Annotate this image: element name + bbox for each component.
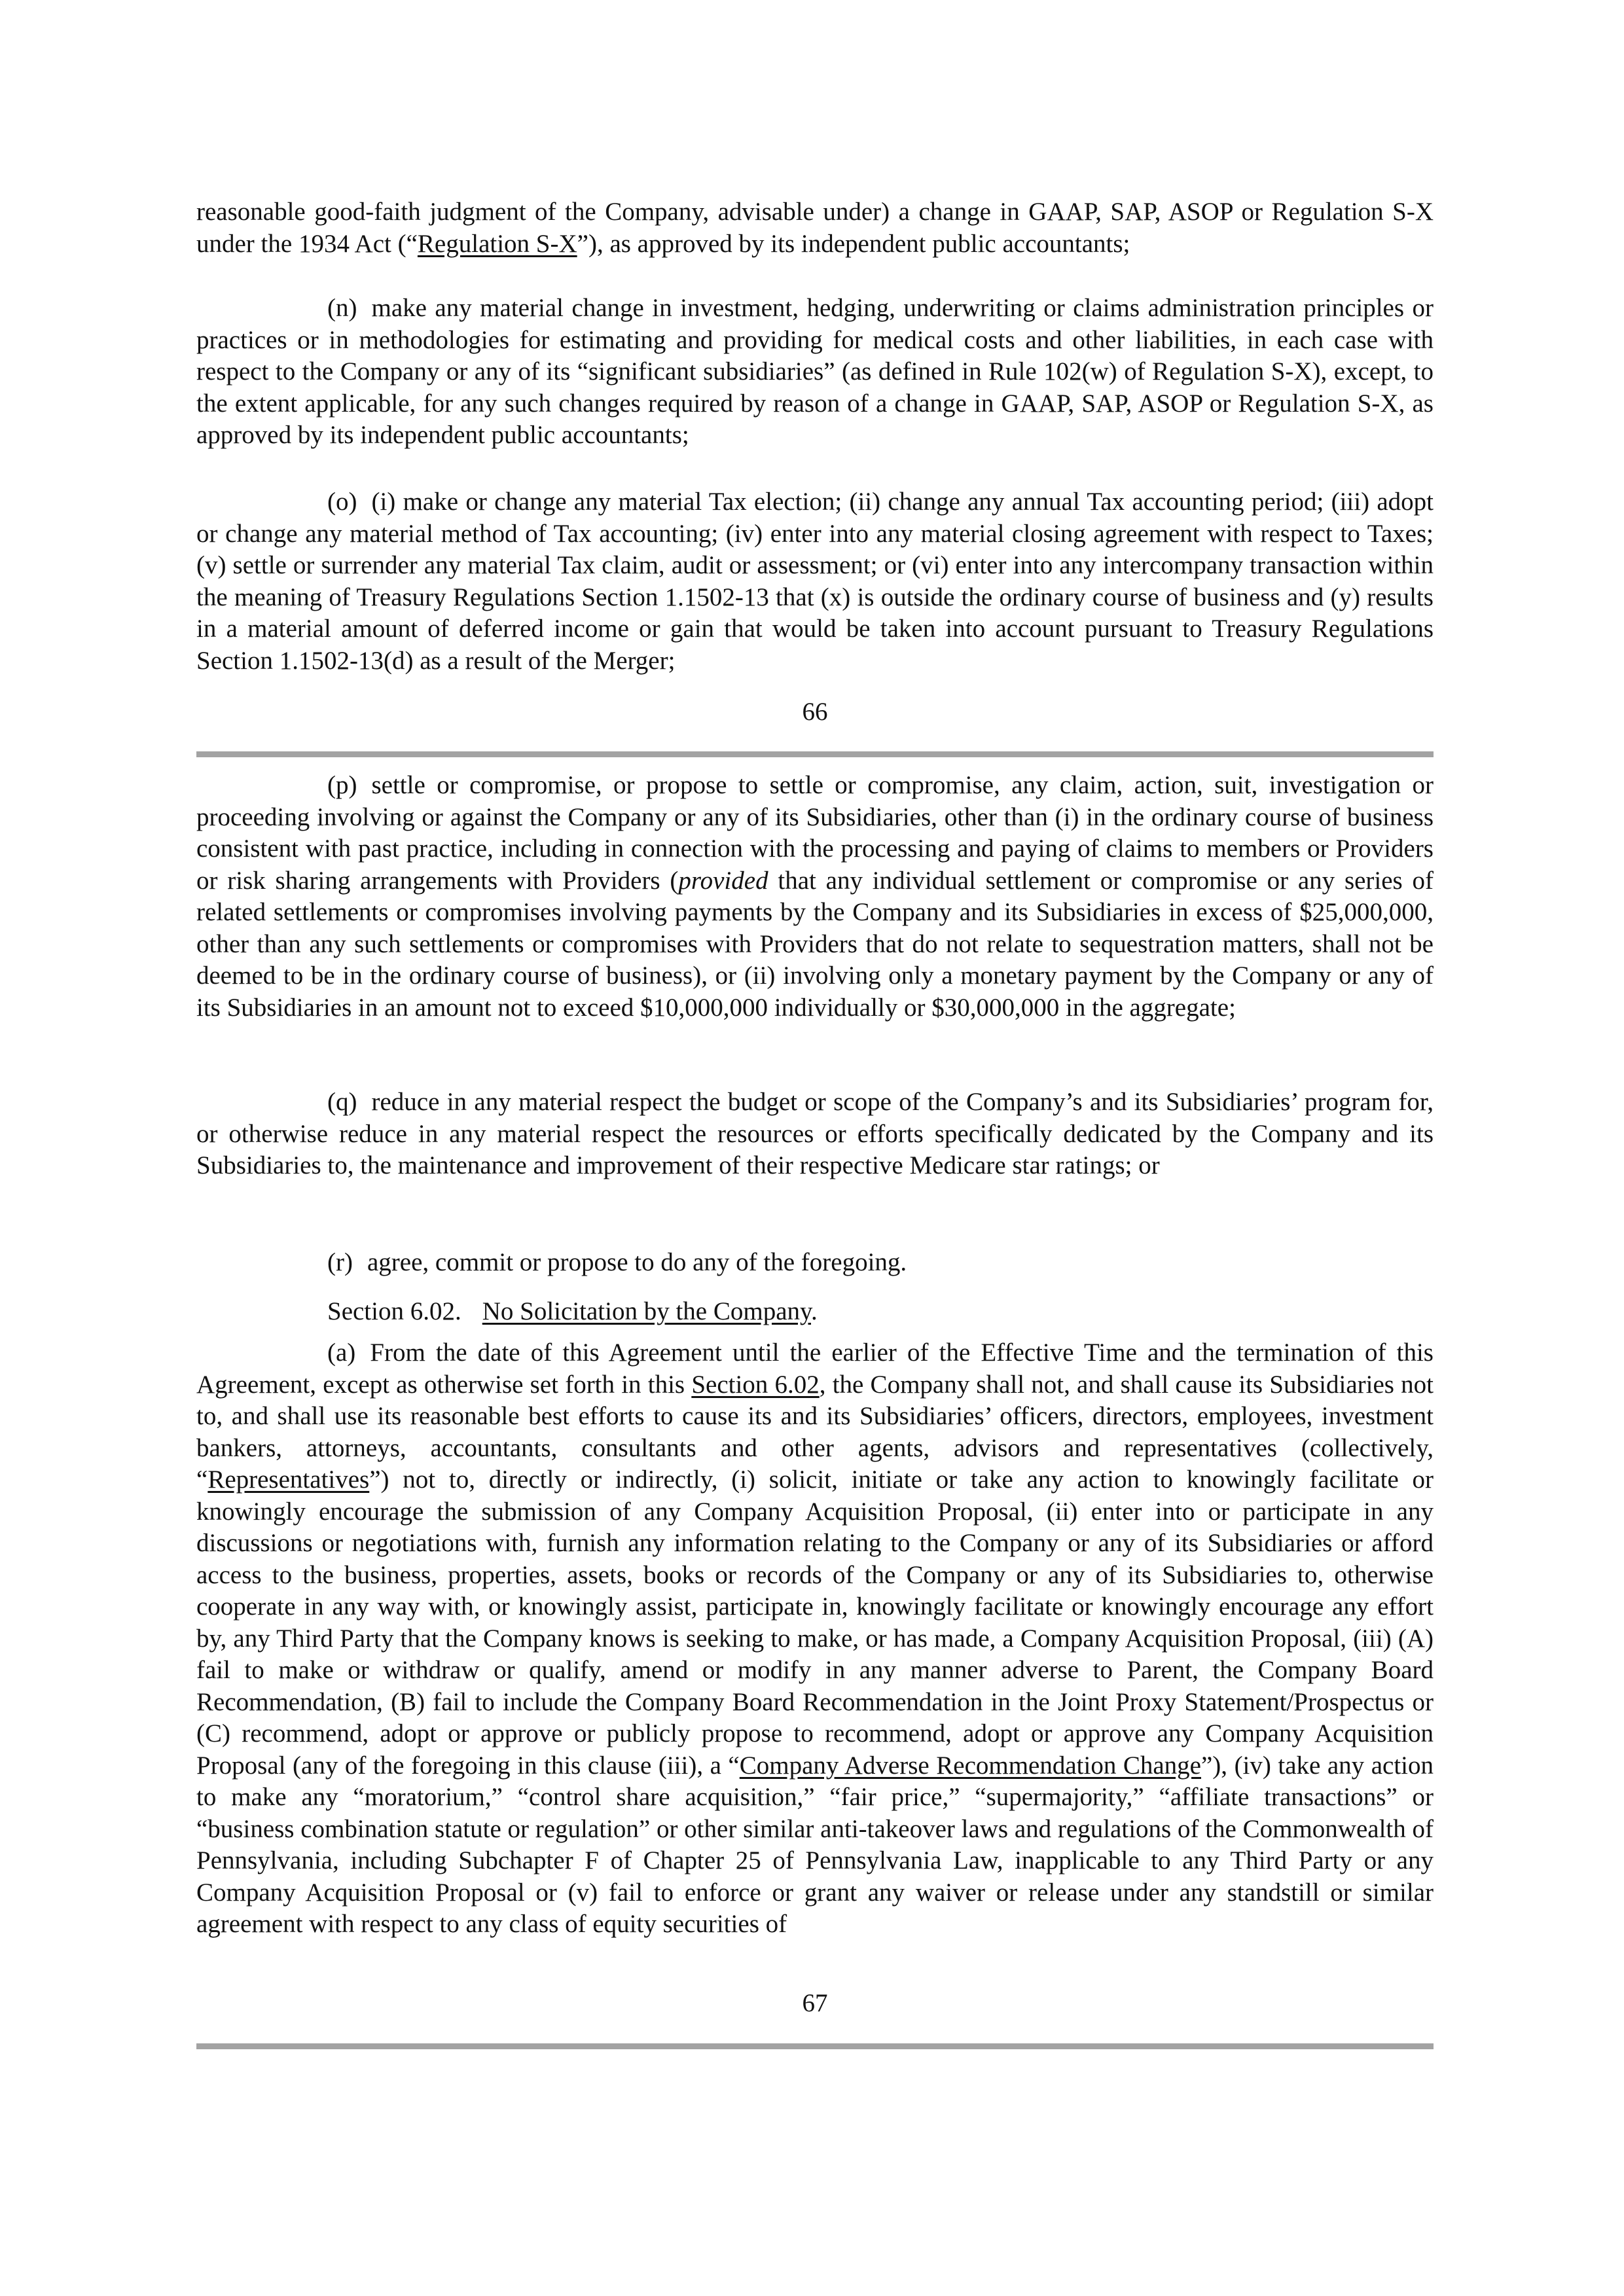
clause-p: [196, 770, 1434, 1024]
paragraph-m-text-2: ”), as approved by its independent public accountants;: [577, 229, 1130, 258]
paragraph-m-continuation: [196, 196, 1434, 260]
page-number-66: 66: [802, 698, 828, 726]
defined-term-regulation-sx: Regulation S-X: [417, 229, 577, 258]
page-number-67: 67: [802, 1989, 828, 2017]
page-end-rule: [196, 2043, 1434, 2049]
clause-o-text: (i) make or change any material Tax election; (ii) change any annual Tax accounting period; (iii) adopt or change any material method of Tax accounting; (iv) enter into any material closing agreement with respect to Taxes; (v) settle or surrender any material Tax claim, audit or assessment; or (vi) enter into any intercompany transaction within the meaning of Treasury Regulations Section 1.1502-13 that (x) is outside the ordinary course of business and (y) results in a material amount of deferred income or gain that would be taken into account pursuant to Treasury Regulations Section 1.1502-13(d) as a result of the Merger;: [196, 488, 1434, 675]
clause-q-text: reduce in any material respect the budget or scope of the Company’s and its Subsidiaries’ program for, or otherwise reduce in any material respect the resources or efforts specifically dedicated by the Company and its Subsidiaries to, the maintenance and improvement of their respective Medicare star ratings; or: [196, 1088, 1434, 1179]
defined-term-adverse-recommendation-change: Company Adverse Recommendation Change: [739, 1751, 1201, 1780]
clause-q: [196, 1086, 1434, 1182]
clause-q-label: (q): [327, 1088, 357, 1116]
section-number: Section 6.02.: [327, 1297, 461, 1325]
clause-o: [196, 486, 1434, 677]
clause-o-label: (o): [327, 488, 357, 516]
section-heading: [327, 1296, 818, 1327]
defined-term-representatives: Representatives: [208, 1465, 370, 1494]
section-title: No Solicitation by the Company: [482, 1297, 811, 1325]
clause-r-label: (r): [327, 1248, 353, 1276]
clause-a-text-2: , the Company shall not, and shall cause its Subsidiaries not to, and shall use its reasonable best efforts to cause its and its Subsidiaries’ officers, directors, employees, investment bankers, attorneys, accountants, consultants and other agents, advisors and representatives (collectively, “: [196, 1370, 1434, 1494]
clause-p-italic-term: provided: [678, 866, 768, 895]
clause-r-text: agree, commit or propose to do any of the foregoing.: [367, 1248, 907, 1276]
page-separator-rule: [196, 751, 1434, 757]
clause-p-label: (p): [327, 771, 357, 799]
paragraph-m-text-1: reasonable good-faith judgment of the Company, advisable under) a change in GAAP, SAP, ASOP or Regulation S-X under the 1934 Act (“: [196, 198, 1434, 258]
section-reference: Section 6.02: [691, 1370, 820, 1399]
section-title-period: .: [811, 1297, 818, 1325]
clause-p-text-1: settle or compromise, or propose to settle or compromise, any claim, action, suit, investigation or proceeding involving or against the Company or any of its Subsidiaries, other than (i) in the ordinary course of business consistent with past practice, including in connection with the processing and paying of claims to members or Providers or risk sharing arrangements with Providers (: [196, 771, 1434, 895]
clause-n-text: make any material change in investment, hedging, underwriting or claims administration principles or practices or in methodologies for estimating and providing for medical costs and other liabilities, in each case with respect to the Company or any of its “significant subsidiaries” (as defined in Rule 102(w) of Regulation S-X), except, to the extent applicable, for any such changes required by reason of a change in GAAP, SAP, ASOP or Regulation S-X, as approved by its independent public accountants;: [196, 294, 1434, 449]
clause-a-text-1: From the date of this Agreement until the earlier of the Effective Time and the termination of this Agreement, except as otherwise set forth in this: [196, 1338, 1434, 1399]
clause-a-text-4: ”), (iv) take any action to make any “moratorium,” “control share acquisition,” “fair price,” “supermajority,” “affiliate transactions” or “business combination statute or regulation” or other similar anti-takeover laws and regulations of the Commonwealth of Pennsylvania, including Subchapter F of Chapter 25 of Pennsylvania Law, inapplicable to any Third Party or any Company Acquisition Proposal or (v) fail to enforce or grant any waiver or release under any standstill or similar agreement with respect to any class of equity securities of: [196, 1751, 1434, 1938]
clause-n-label: (n): [327, 294, 357, 322]
clause-p-text-2: that any individual settlement or compromise or any series of related settlements or compromises involving payments by the Company and its Subsidiaries in excess of $25,000,000, other than any such settlements or compromises with Providers that do not relate to sequestration matters, shall not be deemed to be in the ordinary course of business), or (ii) involving only a monetary payment by the Company or any of its Subsidiaries in an amount not to exceed $10,000,000 individually or $30,000,000 in the aggregate;: [196, 866, 1434, 1022]
clause-a: [196, 1337, 1434, 1941]
clause-a-label: (a): [327, 1338, 356, 1367]
clause-a-text-3: ”) not to, directly or indirectly, (i) solicit, initiate or take any action to knowingly facilitate or knowingly encourage the submission of any Company Acquisition Proposal, (ii) enter into or participate in any discussions or negotiations with, furnish any information relating to the Company or any of its Subsidiaries or afford access to the business, properties, assets, books or records of the Company or any of its Subsidiaries to, otherwise cooperate in any way with, or knowingly assist, participate in, knowingly facilitate or knowingly encourage any effort by, any Third Party that the Company knows is seeking to make, or has made, a Company Acquisition Proposal, (iii) (A) fail to make or withdraw or qualify, amend or modify in any manner adverse to Parent, the Company Board Recommendation, (B) fail to include the Company Board Recommendation in the Joint Proxy Statement/Prospectus or (C) recommend, adopt or approve or publicly propose to recommend, adopt or approve any Company Acquisition Proposal (any of the foregoing in this clause (iii), a “: [196, 1465, 1434, 1780]
clause-r: [196, 1247, 1434, 1279]
clause-n: [196, 293, 1434, 452]
